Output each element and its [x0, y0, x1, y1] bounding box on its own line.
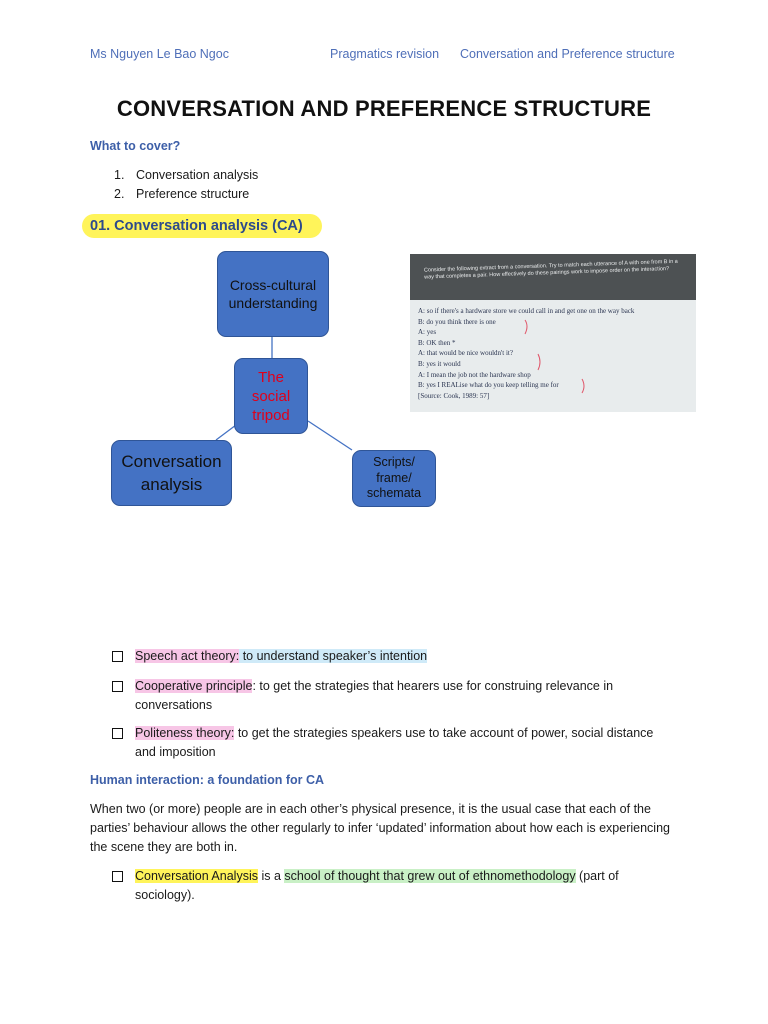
bracket-mark: [582, 379, 584, 393]
bullet-speech-act: [112, 647, 672, 666]
term-highlight: Politeness theory:: [135, 726, 235, 740]
page-title: CONVERSATION AND PREFERENCE STRUCTURE: [116, 96, 652, 121]
term-description: to understand speaker’s intention: [239, 649, 428, 663]
dialogue-line: B: yes it would: [418, 359, 461, 368]
term-description: to get the strategies speakers use to take account of power, social distance and imposition: [135, 726, 654, 759]
body-paragraph: When two (or more) people are in each other’s physical presence, it is the usual case that each of the parties’ behaviour allows the other regularly to infer ‘updated’ information about how each is experiencing the scene they are both in.: [90, 802, 670, 854]
photo-instruction: Consider the following extract from a conversation. Try to match each utterance of A with one from B in a way that completes a pair. How effectively do these pairings work to impose order on the interaction?: [423, 258, 678, 281]
diagram-node-social-tripod: The social tripod: [234, 358, 308, 434]
bullet-ca-definition: [112, 867, 652, 905]
list-text: Preference structure: [136, 187, 250, 201]
bracket-mark: [525, 320, 527, 334]
textbook-photo: [410, 254, 696, 412]
term-highlight: Speech act theory:: [135, 649, 240, 663]
diagram-node-scripts: Scripts/ frame/ schemata: [352, 450, 436, 507]
diagram-node-conversation-analysis: Conversation analysis: [111, 440, 232, 506]
section-heading-human-interaction: Human interaction: a foundation for CA: [90, 773, 325, 787]
dialogue-line: A: so if there's a hardware store we could call in and get one on the way back: [418, 307, 635, 315]
dialogue-line: B: do you think there is one: [418, 317, 496, 326]
dialogue-line: A: I mean the job not the hardware shop: [418, 370, 531, 379]
dialogue-line: B: OK then *: [418, 338, 456, 347]
dialogue-line: B: yes I REALise what do you keep telling me for: [418, 381, 559, 390]
cover-heading: What to cover?: [90, 139, 181, 153]
list-number: 1.: [114, 168, 125, 182]
section-heading-ca: 01. Conversation analysis (CA): [82, 214, 322, 238]
dialogue-line: A: that would be nice wouldn't it?: [418, 349, 513, 358]
diagram-node-cross-cultural: Cross-cultural understanding: [217, 251, 329, 337]
bullet-politeness: [112, 724, 672, 762]
connector-line: [216, 425, 236, 440]
header-author: Ms Nguyen Le Bao Ngoc: [90, 47, 229, 61]
photo-red-marks: [410, 254, 696, 412]
term-ending: (part of sociology).: [135, 869, 619, 902]
checkbox-square-icon: [112, 651, 123, 662]
term-connector: is a: [257, 869, 285, 883]
phrase-highlight: school of thought that grew out of ethnomethodology: [284, 869, 576, 883]
checkbox-square-icon: [112, 728, 123, 739]
term-highlight: Conversation Analysis: [135, 869, 258, 883]
checkbox-square-icon: [112, 871, 123, 882]
header-topic: Conversation and Preference structure: [460, 47, 675, 61]
term-description: : to get the strategies that hearers use for construing relevance in conversations: [135, 679, 614, 712]
checkbox-square-icon: [112, 681, 123, 692]
list-text: Conversation analysis: [136, 168, 259, 182]
list-number: 2.: [114, 187, 125, 201]
bracket-mark: [538, 354, 540, 370]
term-highlight: Cooperative principle: [135, 679, 253, 693]
header-course: Pragmatics revision: [330, 47, 440, 61]
connector-line: [308, 421, 352, 450]
dialogue-source: [Source: Cook, 1989: 57]: [418, 391, 490, 400]
bullet-cooperative: [112, 677, 652, 715]
dialogue-line: A: yes: [418, 328, 437, 337]
